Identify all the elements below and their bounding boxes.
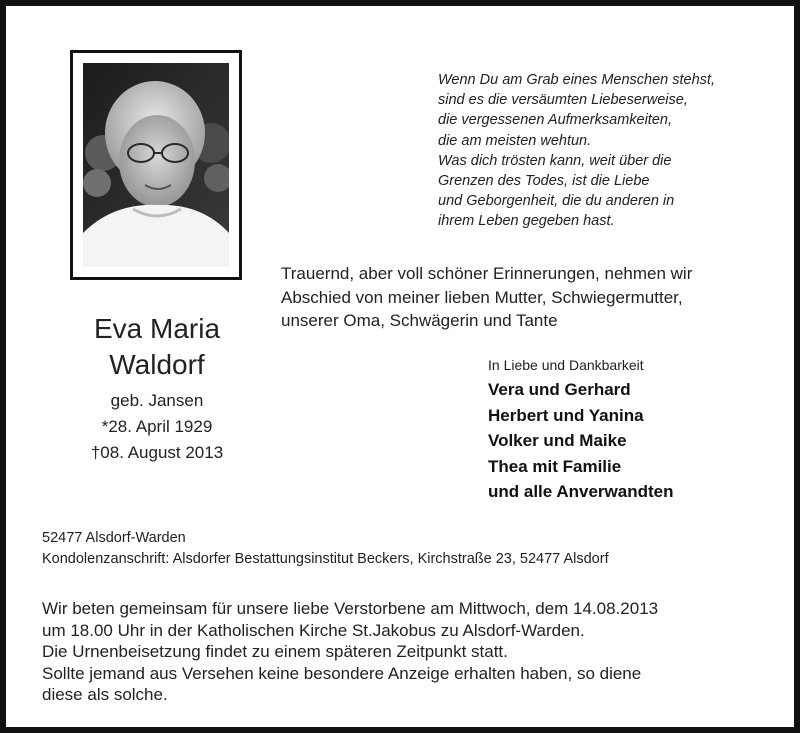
poem-line: und Geborgenheit, die du anderen in — [438, 193, 675, 210]
announcement-line: um 18.00 Uhr in der Katholischen Kirche St.Jakobus zu Alsdorf-Warden. — [42, 620, 585, 640]
mourner-name: Vera und Gerhard — [488, 380, 631, 399]
poem — [438, 70, 778, 232]
birth-date: *28. April 1929 — [101, 417, 213, 436]
address-line: 52477 Alsdorf-Warden — [42, 530, 186, 546]
address-line: Kondolenzanschrift: Alsdorfer Bestattungsinstitut Beckers, Kirchstraße 23, 52477 Alsdorf — [42, 551, 609, 567]
mourners-list — [488, 377, 673, 505]
deceased-first-names: Eva Maria — [93, 313, 221, 344]
announcement-line: Wir beten gemeinsam für unsere liebe Verstorbene am Mittwoch, dem 14.08.2013 — [42, 599, 659, 618]
portrait-photo — [83, 63, 229, 267]
announcement-line: diese als solche. — [42, 685, 168, 704]
farewell-intro — [281, 262, 781, 333]
mourners-label: In Liebe und Dankbarkeit — [488, 357, 644, 373]
poem-line: Grenzen des Todes, ist die Liebe — [438, 173, 650, 190]
birth-name: geb. Jansen — [110, 391, 204, 410]
poem-line: Was dich trösten kann, weit über die — [438, 152, 672, 169]
intro-line: Abschied von meiner lieben Mutter, Schwiegermutter, — [281, 287, 683, 307]
poem-line: die am meisten wehtun. — [438, 132, 592, 149]
announcement-line: Die Urnenbeisetzung findet zu einem späteren Zeitpunkt statt. — [42, 642, 508, 661]
intro-line: unserer Oma, Schwägerin und Tante — [281, 311, 558, 330]
portrait-photo-frame — [70, 50, 242, 280]
mourner-name: und alle Anverwandten — [488, 482, 674, 501]
death-date: †08. August 2013 — [90, 443, 224, 462]
deceased-surname: Waldorf — [109, 349, 205, 380]
poem-line: ihrem Leben gegeben hast. — [438, 213, 615, 230]
intro-line: Trauernd, aber voll schöner Erinnerungen, nehmen wir — [281, 264, 693, 283]
mourner-name: Herbert und Yanina — [488, 405, 644, 425]
poem-line: sind es die versäumten Liebeserweise, — [438, 92, 688, 109]
poem-line: Wenn Du am Grab eines Menschen stehst, — [438, 72, 715, 88]
mourner-name: Volker und Maike — [488, 431, 627, 450]
service-announcement — [42, 598, 658, 706]
announcement-line: Sollte jemand aus Versehen keine besondere Anzeige erhalten haben, so diene — [42, 663, 642, 683]
condolence-address — [42, 528, 609, 570]
poem-line: die vergessenen Aufmerksamkeiten, — [438, 112, 672, 129]
mourner-name: Thea mit Familie — [488, 456, 622, 476]
